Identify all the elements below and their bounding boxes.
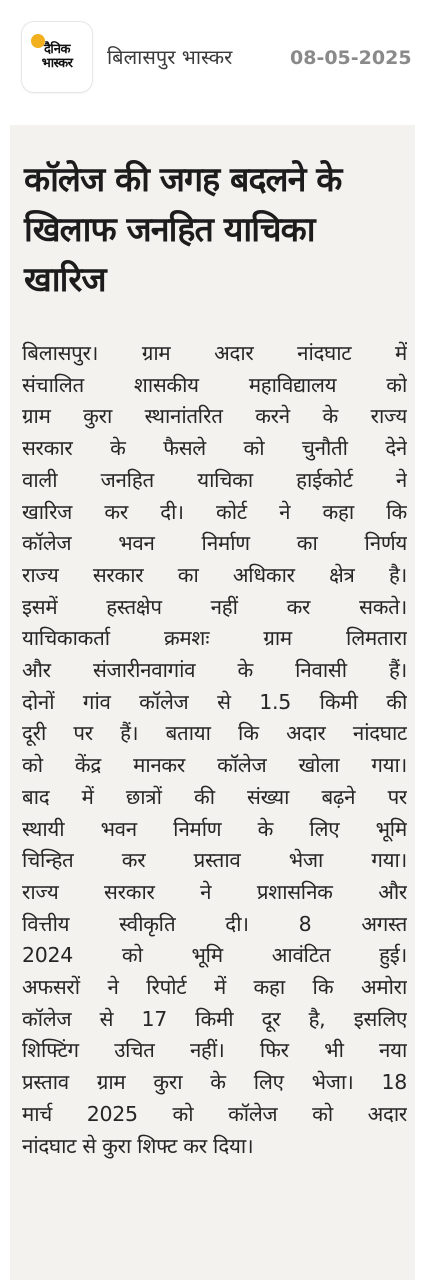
article-line: मार्च 2025 को कॉलेज को अदार	[22, 1101, 407, 1126]
article-line: ग्राम कुरा स्थानांतरित करने के राज्य	[22, 404, 407, 429]
article-line: स्थायी भवन निर्माण के लिए भूमि	[22, 816, 407, 841]
publication-logo[interactable]	[22, 22, 92, 92]
article-body	[22, 338, 407, 1162]
article-line: चिन्हित कर प्रस्ताव भेजा गया।	[22, 848, 407, 873]
article-line: को केंद्र मानकर कॉलेज खोला गया।	[22, 753, 407, 778]
article-line: संचालित शासकीय महाविद्यालय को	[22, 372, 407, 397]
logo-text-line1: दैनिक	[44, 42, 70, 57]
article-line: प्रस्ताव ग्राम कुरा के लिए भेजा। 18	[22, 1070, 407, 1095]
newspaper-clipping	[10, 125, 415, 1280]
app-header	[0, 0, 425, 120]
article-line: बिलासपुर। ग्राम अदार नांदघाट में	[22, 341, 407, 365]
article-line: 2024 को भूमि आवंटित हुई।	[22, 943, 407, 968]
article-line: कॉलेज से 17 किमी दूर है, इसलिए	[22, 1006, 407, 1031]
sun-icon	[31, 34, 45, 48]
article-line: कॉलेज भवन निर्माण का निर्णय	[22, 531, 407, 556]
article-line: सरकार के फैसले को चुनौती देने	[22, 436, 407, 461]
article-line: खारिज कर दी। कोर्ट ने कहा कि	[22, 499, 407, 524]
article-line: दूरी पर हैं। बताया कि अदार नांदघाट	[22, 721, 407, 746]
article-line: बाद में छात्रों की संख्या बढ़ने पर	[22, 784, 407, 809]
logo-text-line2: भास्कर	[41, 56, 73, 71]
article-line: दोनों गांव कॉलेज से 1.5 किमी की	[22, 689, 407, 714]
article-line: इसमें हस्तक्षेप नहीं कर सकते।	[22, 594, 407, 619]
article-line: और संजारीनवागांव के निवासी हैं।	[22, 658, 407, 683]
article-line: राज्य सरकार का अधिकार क्षेत्र है।	[22, 562, 407, 587]
edition-date: 08-05-2025	[290, 47, 412, 69]
article-line: वित्तीय स्वीकृति दी। 8 अगस्त	[22, 911, 407, 936]
article-line: राज्य सरकार ने प्रशासनिक और	[22, 879, 407, 904]
article-headline: कॉलेज की जगह बदलने के खिलाफ जनहित याचिका खारिज	[24, 160, 342, 300]
article-line: शिफ्टिंग उचित नहीं। फिर भी नया	[22, 1038, 407, 1063]
edition-name[interactable]: बिलासपुर भास्कर	[107, 45, 233, 69]
article-line: नांदघाट से कुरा शिफ्ट कर दिया।	[22, 1133, 254, 1158]
article-line: याचिकाकर्ता क्रमशः ग्राम लिमतारा	[22, 626, 407, 651]
article-line: अफसरों ने रिपोर्ट में कहा कि अमोरा	[22, 975, 407, 1000]
article-line: वाली जनहित याचिका हाईकोर्ट ने	[22, 467, 407, 492]
